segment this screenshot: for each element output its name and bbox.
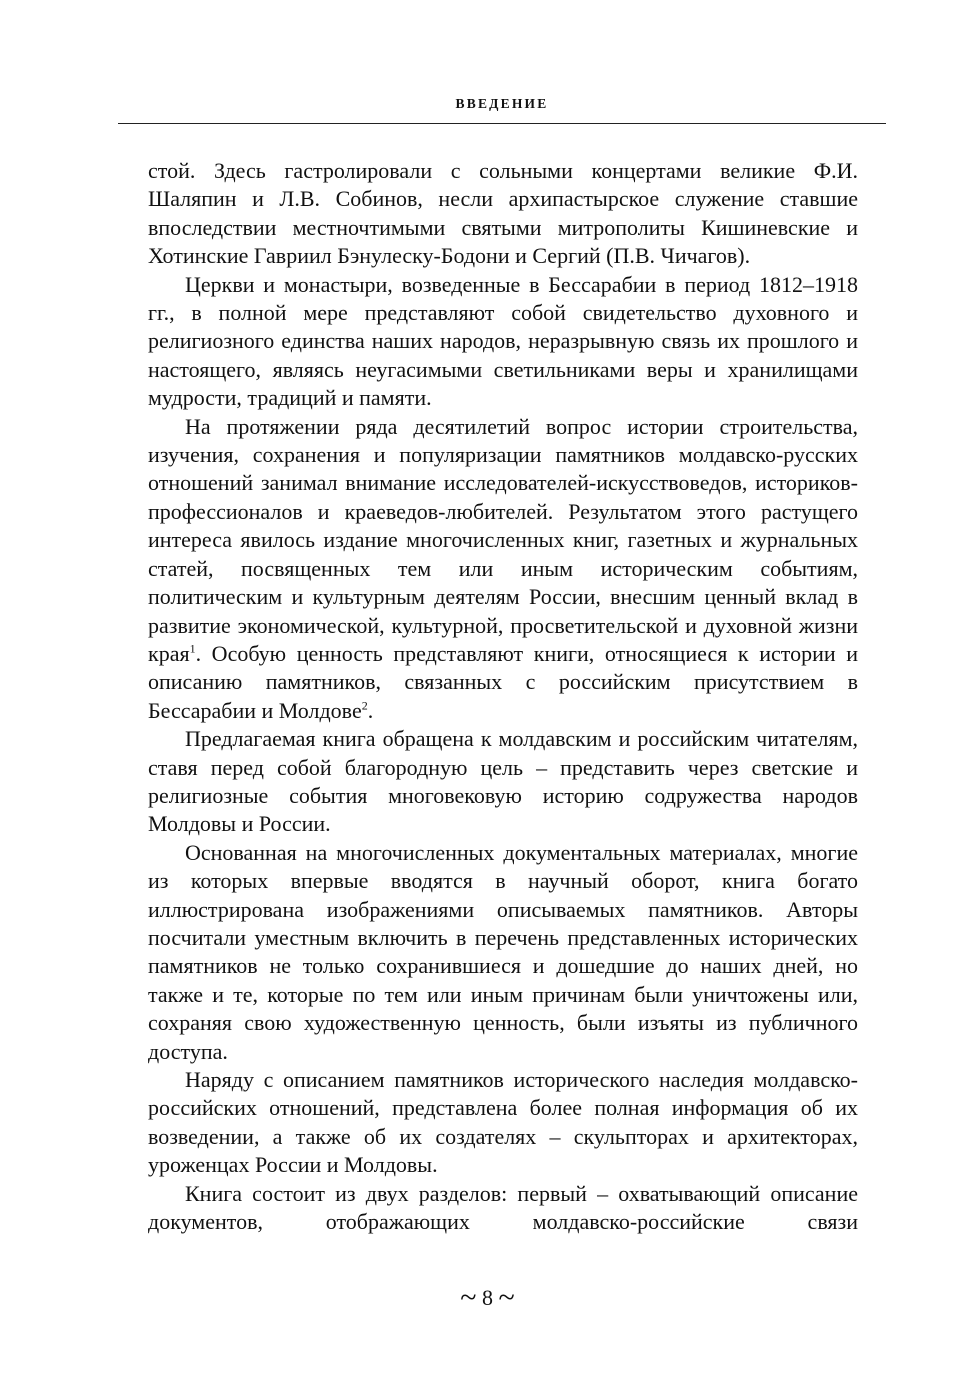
paragraph-3-part-3: . [367, 697, 374, 723]
paragraph-5: Основанная на многочисленных документальных материалах, многие из которых впервые вводятся в научный оборот, книга богато иллюстрирована изображениями описываемых памятников. Авторы посчитали уместным включить в перечень представленных исторических памятников не только сохранившиеся и дошедшие до наших дней, но также и те, которые по тем или иным причинам были уничтожены или, сохраняя свою художественную ценность, были изъяты из публичного доступа. [148, 839, 858, 1064]
footnote-ref-2[interactable]: 2 [361, 698, 368, 713]
paragraph-1: стой. Здесь гастролировали с сольными концертами великие Ф.И. Шаляпин и Л.В. Собинов, несли архипастырское служение ставшие впоследствии местночтимыми святыми митрополиты Кишиневские и Хотинские Гавриил Бэнулеску-Бодони и Сергий (П.В. Чичагов). [148, 158, 858, 269]
paragraph-3 [148, 413, 858, 725]
tilde-left-ornament: ~ [460, 1281, 477, 1314]
paragraph-4: Предлагаемая книга обращена к молдавским и российским читателям, ставя перед собой благородную цель – представить через светские и религиозные события многовековую историю содружества народов Молдовы и России. [148, 726, 858, 837]
page-number: 8 [482, 1285, 493, 1310]
tilde-right-ornament: ~ [498, 1281, 515, 1314]
paragraph-3-part-1: На протяжении ряда десятилетий вопрос истории строительства, изучения, сохранения и популяризации памятников молдавско-русских отношений занимал внимание исследователей-искусствоведов, историков-профессионалов и краеведов-любителей. Результатом этого растущего интереса явилось издание многочисленных книг, газетных и журнальных статей, посвященных тем или иным историческим событиям, политическим и культурным деятелям России, внесшим ценный вклад в развитие экономической, культурной, просветительской и духовной жизни края [148, 413, 858, 666]
page-footer [0, 1283, 975, 1313]
footnote-ref-1[interactable]: 1 [189, 641, 196, 656]
paragraph-3-part-2: . Особую ценность представляют книги, относящиеся к истории и описанию памятников, связанных с российским присутствием в Бессарабии и Молдове [148, 640, 858, 723]
running-head: ВВЕДЕНИЕ [455, 96, 549, 111]
paragraph-6: Наряду с описанием памятников исторического наследия молдавско-российских отношений, представлена более полная информация об их возведении, а также об их создателях – скульпторах и архитекторах, уроженцах России и Молдовы. [148, 1067, 858, 1178]
paragraph-2: Церкви и монастыри, возведенные в Бессарабии в период 1812–1918 гг., в полной мере представляют собой свидетельство духовного и религиозного единства наших народов, неразрывную связь их прошлого и настоящего, являясь неугасимыми светильниками веры и хранилищами мудрости, традиций и памяти. [148, 271, 858, 411]
body-text [148, 157, 858, 1236]
paragraph-7: Книга состоит из двух разделов: первый – охватывающий описание документов, отображающих молдавско-российские связи [148, 1180, 858, 1235]
header-rule [118, 123, 886, 124]
